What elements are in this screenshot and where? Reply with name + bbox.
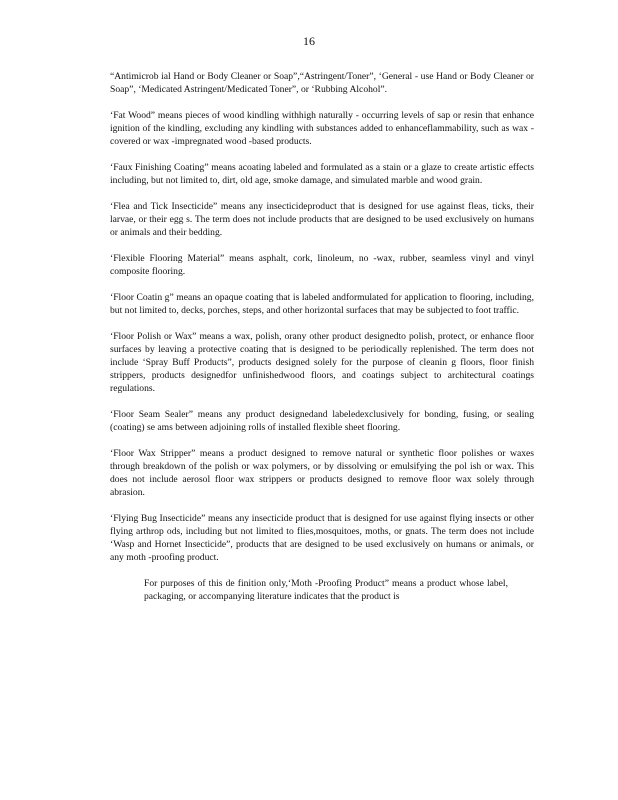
definition-flexible-flooring-material: ‘Flexible Flooring Material” means asphalt, cork, linoleum, no -wax, rubber, seamless vinyl and vinyl composite flooring. [110, 253, 534, 277]
document-body [110, 70, 534, 616]
definition-floor-wax-stripper: ‘Floor Wax Stripper” means a product designed to remove natural or synthetic floor polishes or waxes through breakdown of the polish or wax polymers, or by dissolving or emulsifying the pol ish or wax. This does not include aerosol floor wax strippers or products designed to remove floor wax solely through abrasion. [110, 448, 534, 498]
definition-flea-and-tick-insecticide: ‘Flea and Tick Insecticide” means any insecticideproduct that is designed for use against fleas, ticks, their larvae, or their egg s. The term does not include products that are designed to be used exclusively on humans or animals and their bedding. [110, 201, 534, 238]
definition-fat-wood: ‘Fat Wood” means pieces of wood kindling withhigh naturally - occurring levels of sap or resin that enhance ignition of the kindling, excluding any kindling with substances added to enhanceflammability, such as wax - covered or wax -impregnated wood -based products. [110, 110, 534, 147]
page-number: 16 [303, 34, 315, 48]
definition-flying-bug-insecticide: ‘Flying Bug Insecticide” means any insecticide product that is designed for use against flying insects or other flying arthrop ods, including but not limited to flies,mosquitoes, moths, or gnats. The term does not include ‘Wasp and Hornet Insecticide”, products that are designed to be used exclusively on humans or animals, or any moth -proofing product. [110, 513, 534, 563]
definition-floor-seam-sealer: ‘Floor Seam Sealer” means any product designedand labeledexclusively for bonding, fusing, or sealing (coating) se ams between adjoining rolls of installed flexible sheet flooring. [110, 409, 534, 433]
definition-paragraph: “Antimicrob ial Hand or Body Cleaner or Soap”,“Astringent/Toner”, ‘General - use Hand or Body Cleaner or Soap”, ‘Medicated Astringent/Medicated Toner”, or ‘Rubbing Alcohol”. [110, 71, 534, 95]
definition-floor-coating: ‘Floor Coatin g” means an opaque coating that is labeled andformulated for application to flooring, including, but not limited to, decks, porches, steps, and other horizontal surfaces that may be subjected to foot traffic. [110, 292, 534, 316]
definition-floor-polish-or-wax: ‘Floor Polish or Wax” means a wax, polish, orany other product designedto polish, protect, or enhance floor surfaces by leaving a protective coating that is designed to be periodically replenished. The term does not include ‘Spray Buff Products”, products designed solely for the purpose of cleanin g floors, floor finish strippers, products designedfor unfinishedwood floors, and coatings subject to architectural coatings regulations. [110, 331, 534, 394]
definition-faux-finishing-coating: ‘Faux Finishing Coating” means acoating labeled and formulated as a stain or a glaze to create artistic effects including, but not limited to, dirt, old age, smoke damage, and simulated marble and wood grain. [110, 162, 534, 186]
moth-proofing-note: For purposes of this de finition only,‘Moth -Proofing Product” means a product whose label, packaging, or accompanying literature indicates that the product is [144, 578, 508, 602]
